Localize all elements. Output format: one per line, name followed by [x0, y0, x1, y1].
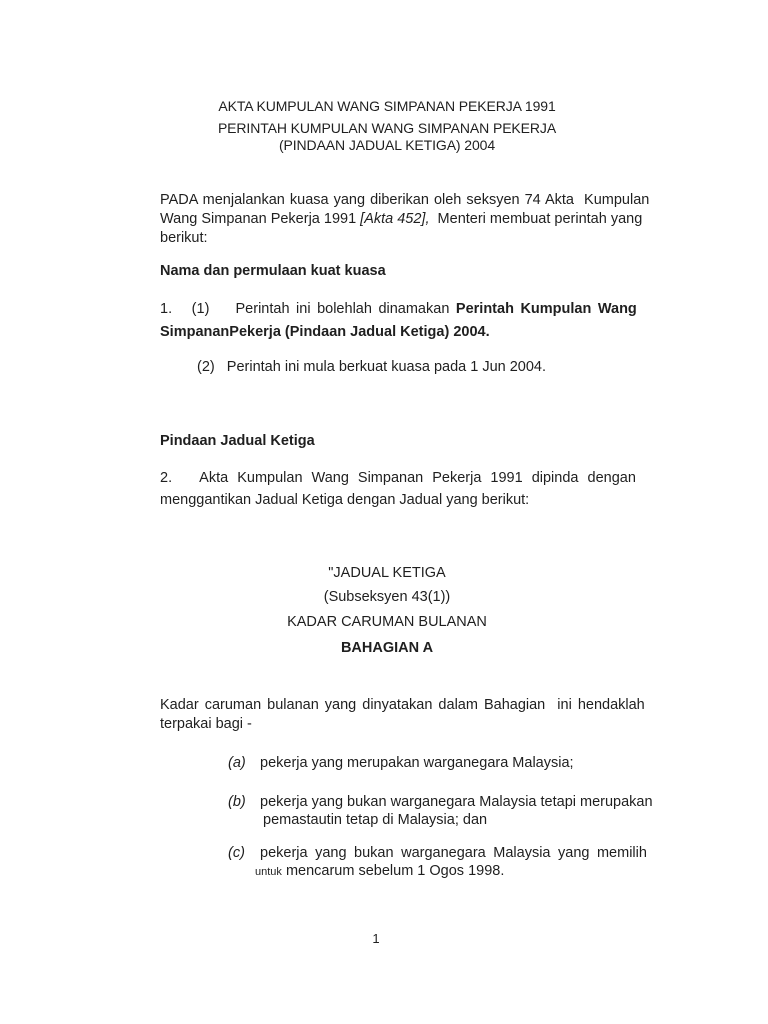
list-item-b-line1: pekerja yang bukan warganegara Malaysia tetapi merupakan — [260, 794, 653, 810]
list-item-c-line2-rest: mencarum sebelum 1 Ogos 1998. — [281, 863, 505, 879]
preamble-line2 — [160, 210, 649, 229]
section1-heading: Nama dan permulaan kuat kuasa — [160, 263, 386, 279]
list-item-c-small-word: untuk — [255, 866, 282, 878]
act-reference-italic: [Akta 452], — [360, 211, 430, 227]
section2-heading: Pindaan Jadual Ketiga — [160, 433, 315, 449]
document-title-lines23 — [150, 120, 624, 154]
list-item-b-line2: pemastautin tetap di Malaysia; dan — [263, 812, 488, 828]
section2-clause-line2: menggantikan Jadual Ketiga dengan Jadual yang berikut: — [160, 492, 530, 508]
list-item-b-marker: (b) — [228, 794, 246, 810]
section2-clause — [160, 467, 636, 511]
section2-clause-line1: 2. Akta Kumpulan Wang Simpanan Pekerja 1991 dipinda dengan — [160, 470, 636, 486]
section1-clause2: (2) Perintah ini mula berkuat kuasa pada 1 Jun 2004. — [197, 359, 547, 375]
preamble-paragraph — [160, 191, 649, 248]
list-item-a-text: pekerja yang merupakan warganegara Malaysia; — [260, 755, 574, 771]
list-item-c-line1: pekerja yang bukan warganegara Malaysia yang memilih — [260, 845, 647, 861]
section1-clause1 — [160, 298, 637, 344]
list-item-c-marker: (c) — [228, 845, 245, 861]
document-title-line1: AKTA KUMPULAN WANG SIMPANAN PEKERJA 1991 — [218, 98, 556, 114]
schedule-subsection: (Subseksyen 43(1)) — [323, 589, 451, 605]
clause1-normal-text: 1. (1) Perintah ini bolehlah dinamakan — [160, 301, 456, 317]
schedule-intro-line2: terpakai bagi - — [160, 716, 252, 732]
document-title-line3: (PINDAAN JADUAL KETIGA) 2004 — [278, 137, 496, 153]
section1-clause1-line2: SimpananPekerja (Pindaan Jadual Ketiga) 2004. — [160, 324, 490, 340]
clause1-bold-text: Perintah Kumpulan Wang — [455, 301, 637, 317]
preamble-line1: PADA menjalankan kuasa yang diberikan oleh seksyen 74 Akta Kumpulan — [160, 192, 650, 208]
section1-clause1-line1 — [160, 298, 637, 321]
preamble-line3: berikut: — [160, 230, 208, 246]
schedule-rate-heading: KADAR CARUMAN BULANAN — [287, 614, 487, 630]
schedule-intro-paragraph — [160, 696, 645, 734]
list-item-c-line2 — [255, 863, 504, 879]
page-number: 1 — [372, 931, 380, 946]
document-title-line2: PERINTAH KUMPULAN WANG SIMPANAN PEKERJA — [217, 120, 557, 136]
schedule-title: "JADUAL KETIGA — [328, 565, 446, 581]
schedule-intro-line1: Kadar caruman bulanan yang dinyatakan dalam Bahagian ini hendaklah — [160, 697, 645, 713]
preamble-line2-pre: Wang Simpanan Pekerja 1991 — [160, 211, 361, 227]
preamble-line2-post: Menteri membuat perintah yang — [429, 211, 643, 227]
list-item-a-marker: (a) — [228, 755, 246, 771]
schedule-part-heading: BAHAGIAN A — [340, 640, 434, 656]
